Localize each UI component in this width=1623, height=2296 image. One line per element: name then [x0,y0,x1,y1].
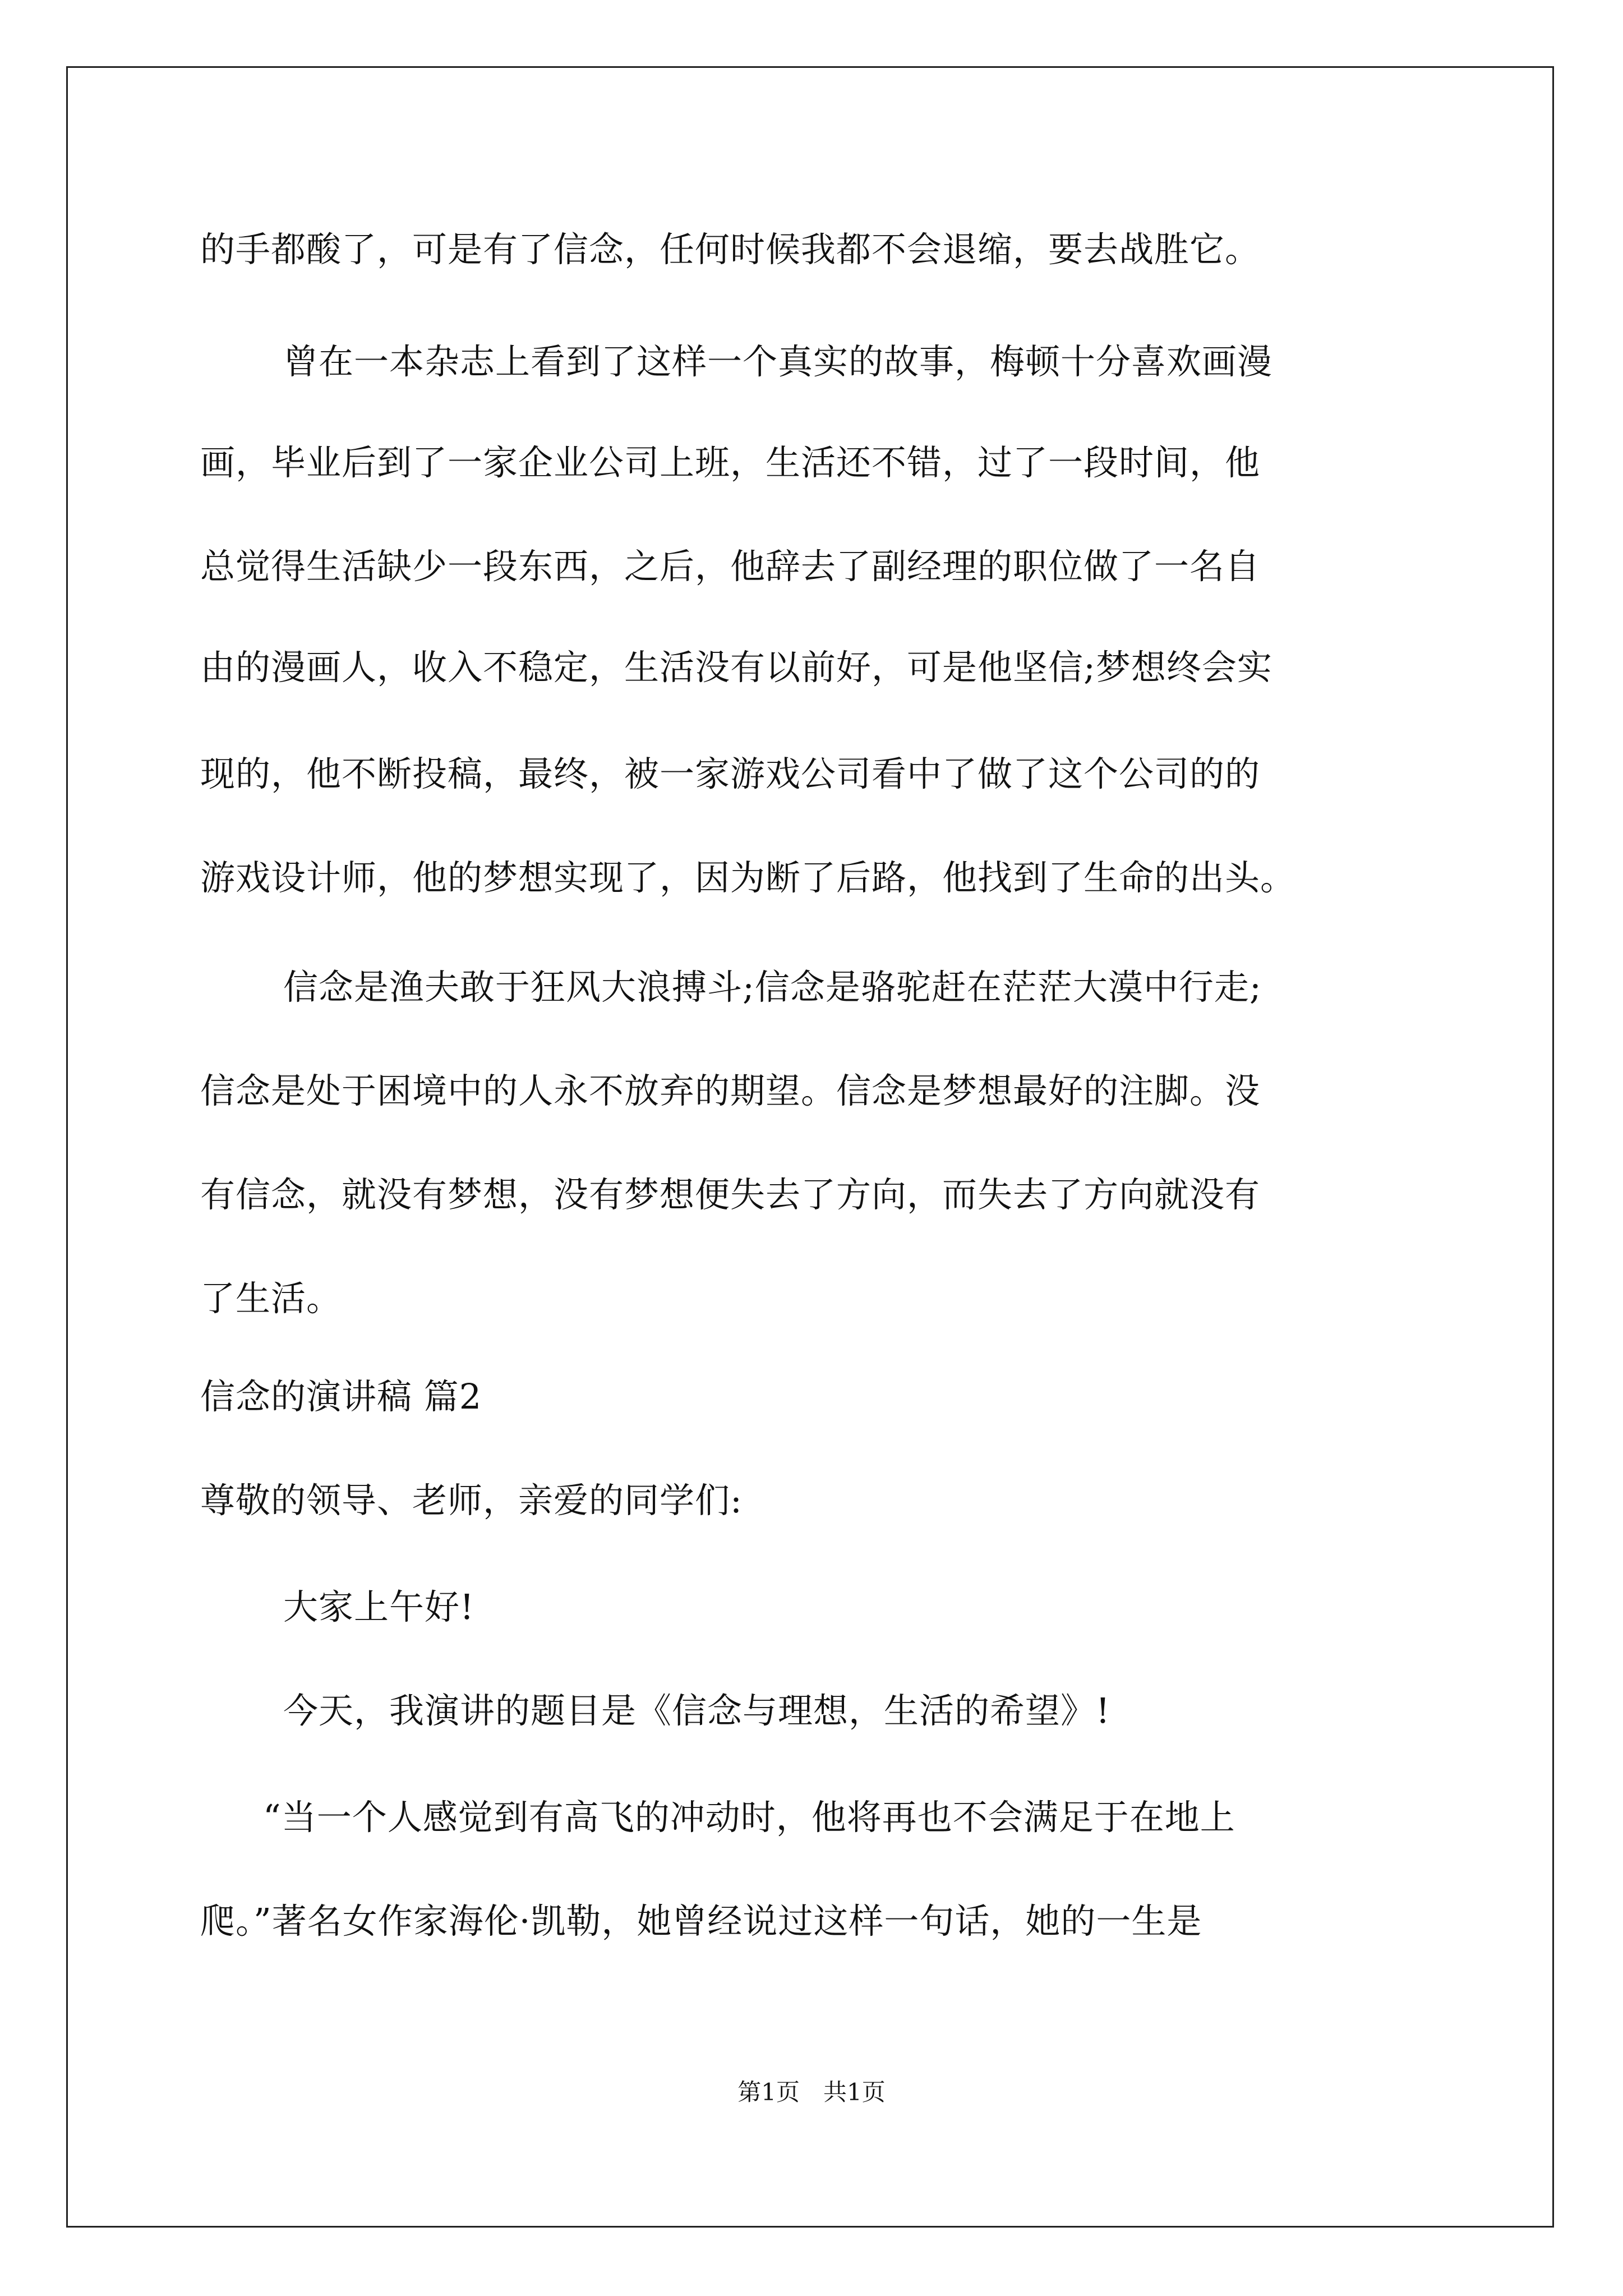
body-line-9: 信念是处于困境中的人永不放弃的期望。信念是梦想最好的注脚。没 [200,1070,1261,1111]
quote-line-1: “当一个人感觉到有高飞的冲动时，他将再也不会满足于在地上 [263,1797,1235,1838]
quote-line-2: 爬。”著名女作家海伦·凯勒，她曾经说过这样一句话，她的一生是 [200,1901,1202,1941]
body-line-2: 曾在一本杂志上看到了这样一个真实的故事，梅顿十分喜欢画漫 [283,341,1273,382]
speech-topic: 今天，我演讲的题目是《信念与理想，生活的希望》! [283,1690,1110,1731]
salutation: 尊敬的领导、老师，亲爱的同学们: [200,1480,743,1521]
body-line-1: 的手都酸了，可是有了信念，任何时候我都不会退缩，要去战胜它。 [200,229,1261,270]
section-heading: 信念的演讲稿 篇2 [200,1376,482,1417]
body-line-8: 信念是渔夫敢于狂风大浪搏斗;信念是骆驼赶在茫茫大漠中行走; [283,967,1262,1007]
body-line-11: 了生活。 [200,1278,342,1319]
body-line-10: 有信念，就没有梦想，没有梦想便失去了方向，而失去了方向就没有 [200,1174,1261,1215]
body-line-7: 游戏设计师，他的梦想实现了，因为断了后路，他找到了生命的出头。 [200,857,1296,898]
page-footer: 第1页 共1页 [737,2078,886,2106]
body-line-3: 画，毕业后到了一家企业公司上班，生活还不错，过了一段时间，他 [200,442,1261,483]
body-line-6: 现的，他不断投稿，最终，被一家游戏公司看中了做了这个公司的的 [200,753,1261,794]
greeting: 大家上午好! [283,1586,474,1627]
body-line-5: 由的漫画人，收入不稳定，生活没有以前好，可是他坚信;梦想终会实 [200,647,1272,688]
body-line-4: 总觉得生活缺少一段东西，之后，他辞去了副经理的职位做了一名自 [200,546,1261,587]
